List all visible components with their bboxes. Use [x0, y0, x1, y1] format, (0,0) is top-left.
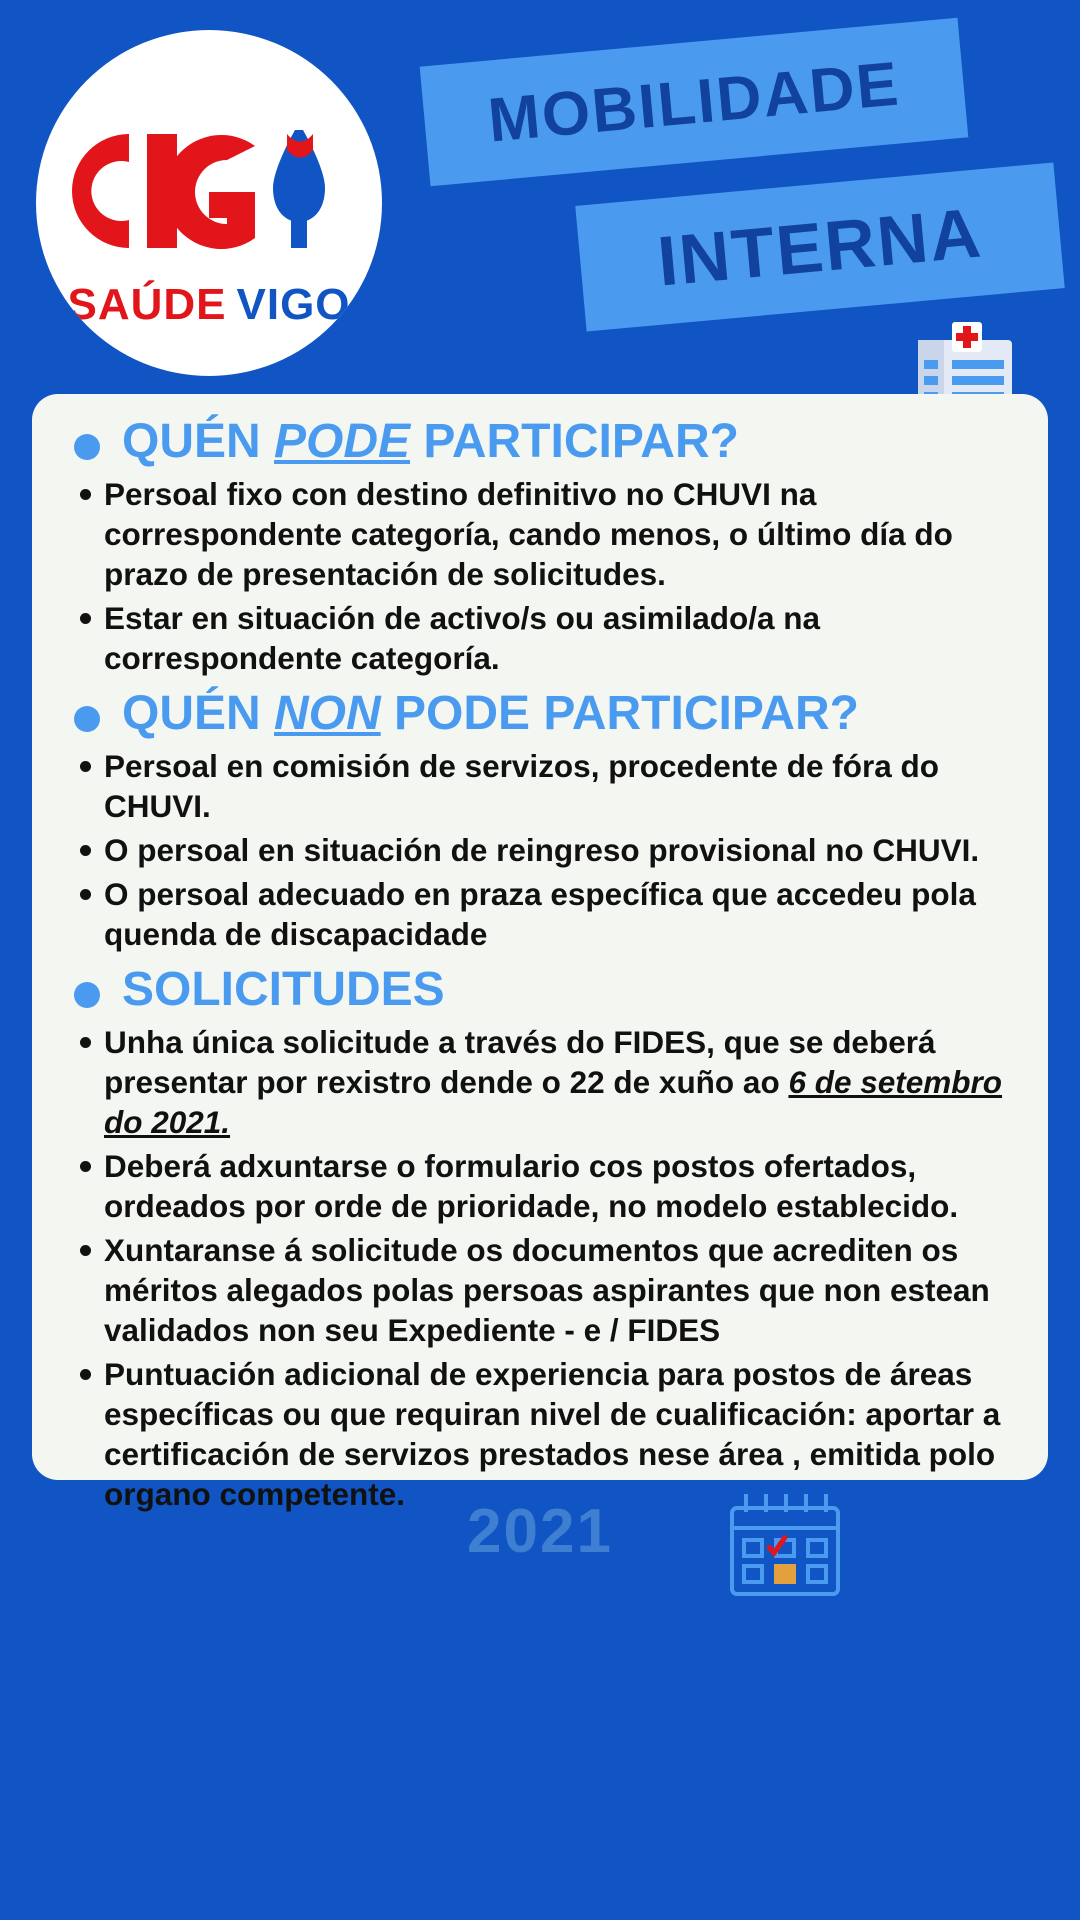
- heading-part-before: QUÉN: [122, 415, 275, 468]
- logo-text-saude: SAÚDE: [67, 280, 227, 329]
- list-item: Deberá adxuntarse o formulario cos postos ofertados, ordeados por orde de prioridade, no modelo establecido.: [58, 1146, 1022, 1226]
- section-heading-solicitudes: [58, 960, 1022, 1020]
- list-item-text: Unha única solicitude a través do FIDES, que se deberá presentar por rexistro dende o 22 de xuño ao: [104, 1024, 936, 1100]
- heading-part-after: PODE PARTICIPAR?: [380, 687, 859, 740]
- list-quen-pode: [58, 474, 1022, 678]
- logo: [36, 30, 382, 376]
- content-card: [32, 394, 1048, 1512]
- list-item: Estar en situación de activo/s ou asimilado/a na correspondente categoría.: [58, 598, 1022, 678]
- list-item-date-emphasis: 6 de setembro do 2021.: [104, 1064, 1003, 1140]
- calendar-icon: [724, 1490, 846, 1600]
- list-item: Puntuación adicional de experiencia para postos de áreas específicas ou que requiran nivel de cualificación: aportar a certificación de servizos prestados nese área , emitida polo organo competente.: [58, 1354, 1022, 1514]
- heading-part-after: PARTICIPAR?: [410, 415, 739, 468]
- heading-text: SOLICITUDES: [122, 963, 445, 1016]
- heading-part-emphasis: PODE: [274, 415, 411, 468]
- title-banner-line2: INTERNA: [575, 163, 1064, 332]
- logo-inner: [36, 30, 382, 376]
- heading-bullet-icon: [74, 982, 100, 1008]
- title-banner-line1: MOBILIDADE: [420, 18, 969, 186]
- list-item: O persoal en situación de reingreso provisional no CHUVI.: [58, 830, 1022, 870]
- heading-text: [122, 684, 859, 744]
- heading-part-before: QUÉN: [122, 687, 275, 740]
- list-quen-non-pode: [58, 746, 1022, 954]
- list-solicitudes: [58, 1022, 1022, 1514]
- footer-year: 2021: [467, 1497, 613, 1566]
- section-heading-quen-pode: [58, 412, 1022, 472]
- cig-logo-mark-icon: [59, 126, 359, 256]
- list-item: Xuntaranse á solicitude os documentos que acrediten os méritos alegados polas persoas aspirantes que non estean validados non seu Expediente - e / FIDES: [58, 1230, 1022, 1350]
- heading-text: [122, 412, 739, 472]
- list-item: [58, 1022, 1022, 1142]
- list-item: O persoal adecuado en praza específica que accedeu pola quenda de discapacidade: [58, 874, 1022, 954]
- logo-text-vigo: VIGO: [236, 280, 351, 329]
- heading-bullet-icon: [74, 706, 100, 732]
- heading-part-emphasis: NON: [274, 687, 381, 740]
- list-item: Persoal fixo con destino definitivo no CHUVI na correspondente categoría, cando menos, o último día do prazo de presentación de solicitudes.: [58, 474, 1022, 594]
- logo-wordmark: [36, 280, 382, 330]
- section-heading-quen-non-pode: [58, 684, 1022, 744]
- list-item: Persoal en comisión de servizos, procedente de fóra do CHUVI.: [58, 746, 1022, 826]
- heading-bullet-icon: [74, 434, 100, 460]
